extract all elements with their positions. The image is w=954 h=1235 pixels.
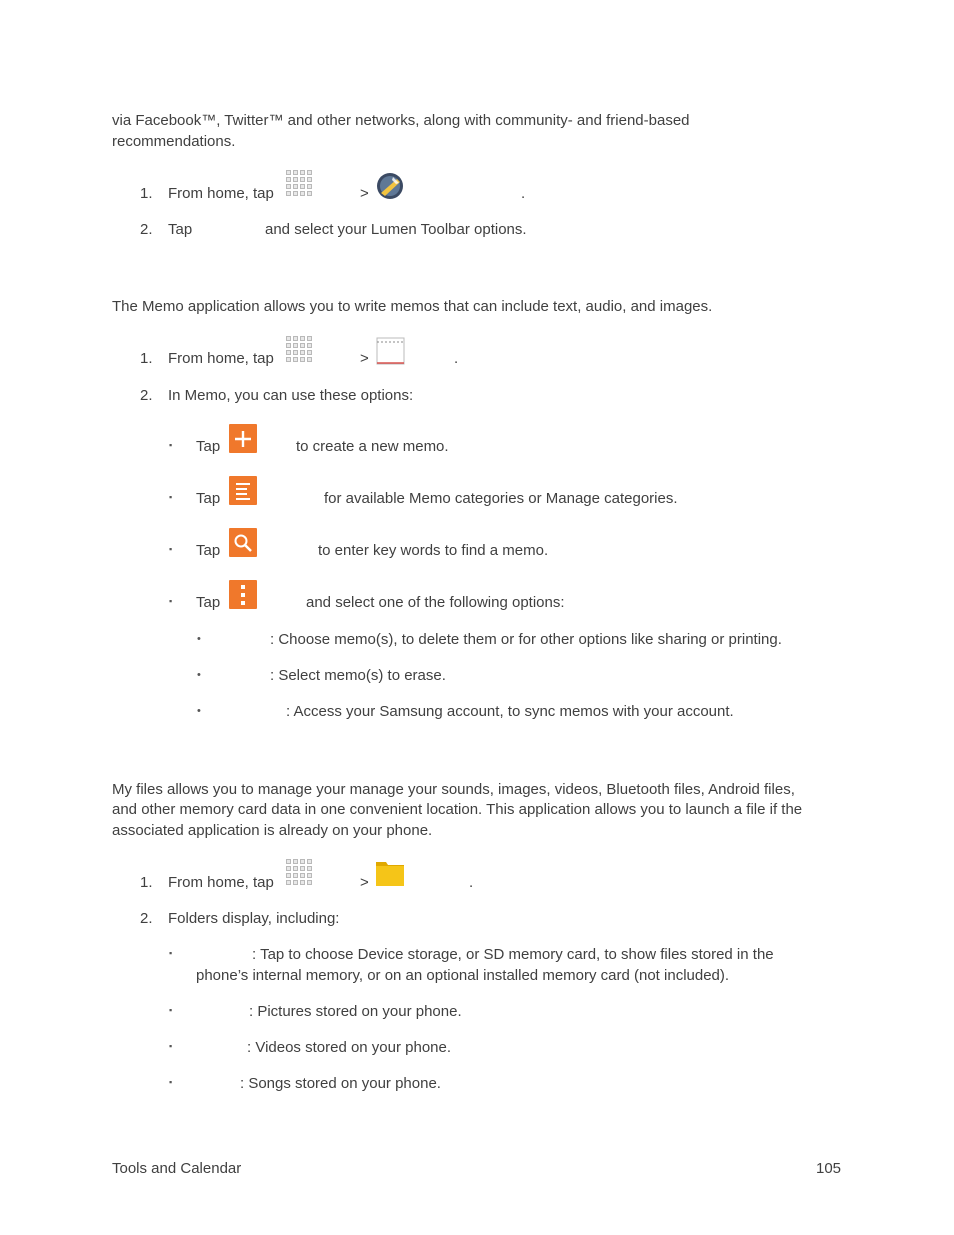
- memo-option-tap: Tap: [196, 542, 221, 559]
- folder-item-continued: phone’s internal memory, or on an optional installed memory card (not included).: [196, 967, 730, 984]
- folder-item: : Tap to choose Device storage, or SD memory card, to show files stored in the: [252, 946, 774, 963]
- intro-line-2: recommendations.: [112, 133, 236, 150]
- memo-step1-text: From home, tap: [168, 350, 274, 367]
- lumen-step2-tap: Tap: [168, 221, 193, 238]
- lumen-step2-number: 2.: [140, 221, 153, 238]
- bullet-square: ▪: [169, 596, 173, 606]
- footer-page-number: 105: [816, 1160, 842, 1177]
- myfiles-line-2: and other memory card data in one convenient location. This application allows you to launch a file if the: [112, 801, 803, 818]
- memo-step1-end: .: [454, 350, 459, 367]
- myfiles-step1-number: 1.: [140, 874, 153, 891]
- memo-option-tap: Tap: [196, 490, 221, 507]
- myfiles-step1-separator: >: [360, 874, 369, 891]
- myfiles-step2-text: Folders display, including:: [168, 910, 340, 927]
- memo-sub-option: : Access your Samsung account, to sync memos with your account.: [286, 703, 734, 720]
- bullet-square: ▪: [169, 948, 173, 958]
- search-icon: [229, 528, 257, 557]
- myfiles-step1-end: .: [469, 874, 474, 891]
- lumen-step1-end: .: [521, 185, 526, 202]
- bullet-dot: •: [197, 669, 201, 681]
- folder-item: : Songs stored on your phone.: [240, 1075, 441, 1092]
- memo-step2-text: In Memo, you can use these options:: [168, 387, 414, 404]
- memo-app-icon: [376, 335, 406, 369]
- memo-sub-option: : Choose memo(s), to delete them or for other options like sharing or printing.: [270, 631, 782, 648]
- lumen-step1-separator: >: [360, 185, 369, 202]
- memo-description: The Memo application allows you to write memos that can include text, audio, and images.: [112, 298, 713, 315]
- myfiles-line-1: My files allows you to manage your manage your sounds, images, videos, Bluetooth files, Android files,: [112, 781, 795, 798]
- intro-line-1: via Facebook™, Twitter™ and other networks, along with community- and friend-based: [112, 112, 690, 129]
- memo-step2-number: 2.: [140, 387, 153, 404]
- memo-option-tap: Tap: [196, 438, 221, 455]
- memo-step1-separator: >: [360, 350, 369, 367]
- lumen-step1-number: 1.: [140, 185, 153, 202]
- bullet-square: ▪: [169, 1077, 173, 1087]
- bullet-square: ▪: [169, 544, 173, 554]
- memo-option-text: to enter key words to find a memo.: [318, 542, 549, 559]
- myfiles-step2-number: 2.: [140, 910, 153, 927]
- bullet-square: ▪: [169, 492, 173, 502]
- folder-item: : Videos stored on your phone.: [247, 1039, 452, 1056]
- myfiles-line-3: associated application is already on your phone.: [112, 822, 433, 839]
- apps-icon: [285, 169, 315, 200]
- menu-icon: [229, 580, 257, 609]
- folder-icon: [375, 858, 405, 892]
- memo-option-tap: Tap: [196, 594, 221, 611]
- add-icon: [229, 424, 257, 453]
- bullet-dot: •: [197, 633, 201, 645]
- apps-icon: [285, 335, 315, 366]
- bullet-dot: •: [197, 705, 201, 717]
- memo-step1-number: 1.: [140, 350, 153, 367]
- footer-section-title: Tools and Calendar: [112, 1160, 242, 1177]
- folder-item: : Pictures stored on your phone.: [249, 1003, 462, 1020]
- lumen-app-icon: [375, 171, 405, 205]
- memo-option-text: and select one of the following options:: [306, 594, 565, 611]
- lumen-step2-text: and select your Lumen Toolbar options.: [265, 221, 527, 238]
- apps-icon: [285, 858, 315, 889]
- memo-sub-option: : Select memo(s) to erase.: [270, 667, 446, 684]
- categories-icon: [229, 476, 257, 505]
- bullet-square: ▪: [169, 1041, 173, 1051]
- bullet-square: ▪: [169, 440, 173, 450]
- lumen-step1-text: From home, tap: [168, 185, 274, 202]
- bullet-square: ▪: [169, 1005, 173, 1015]
- memo-option-text: for available Memo categories or Manage categories.: [324, 490, 678, 507]
- myfiles-step1-text: From home, tap: [168, 874, 274, 891]
- memo-option-text: to create a new memo.: [296, 438, 449, 455]
